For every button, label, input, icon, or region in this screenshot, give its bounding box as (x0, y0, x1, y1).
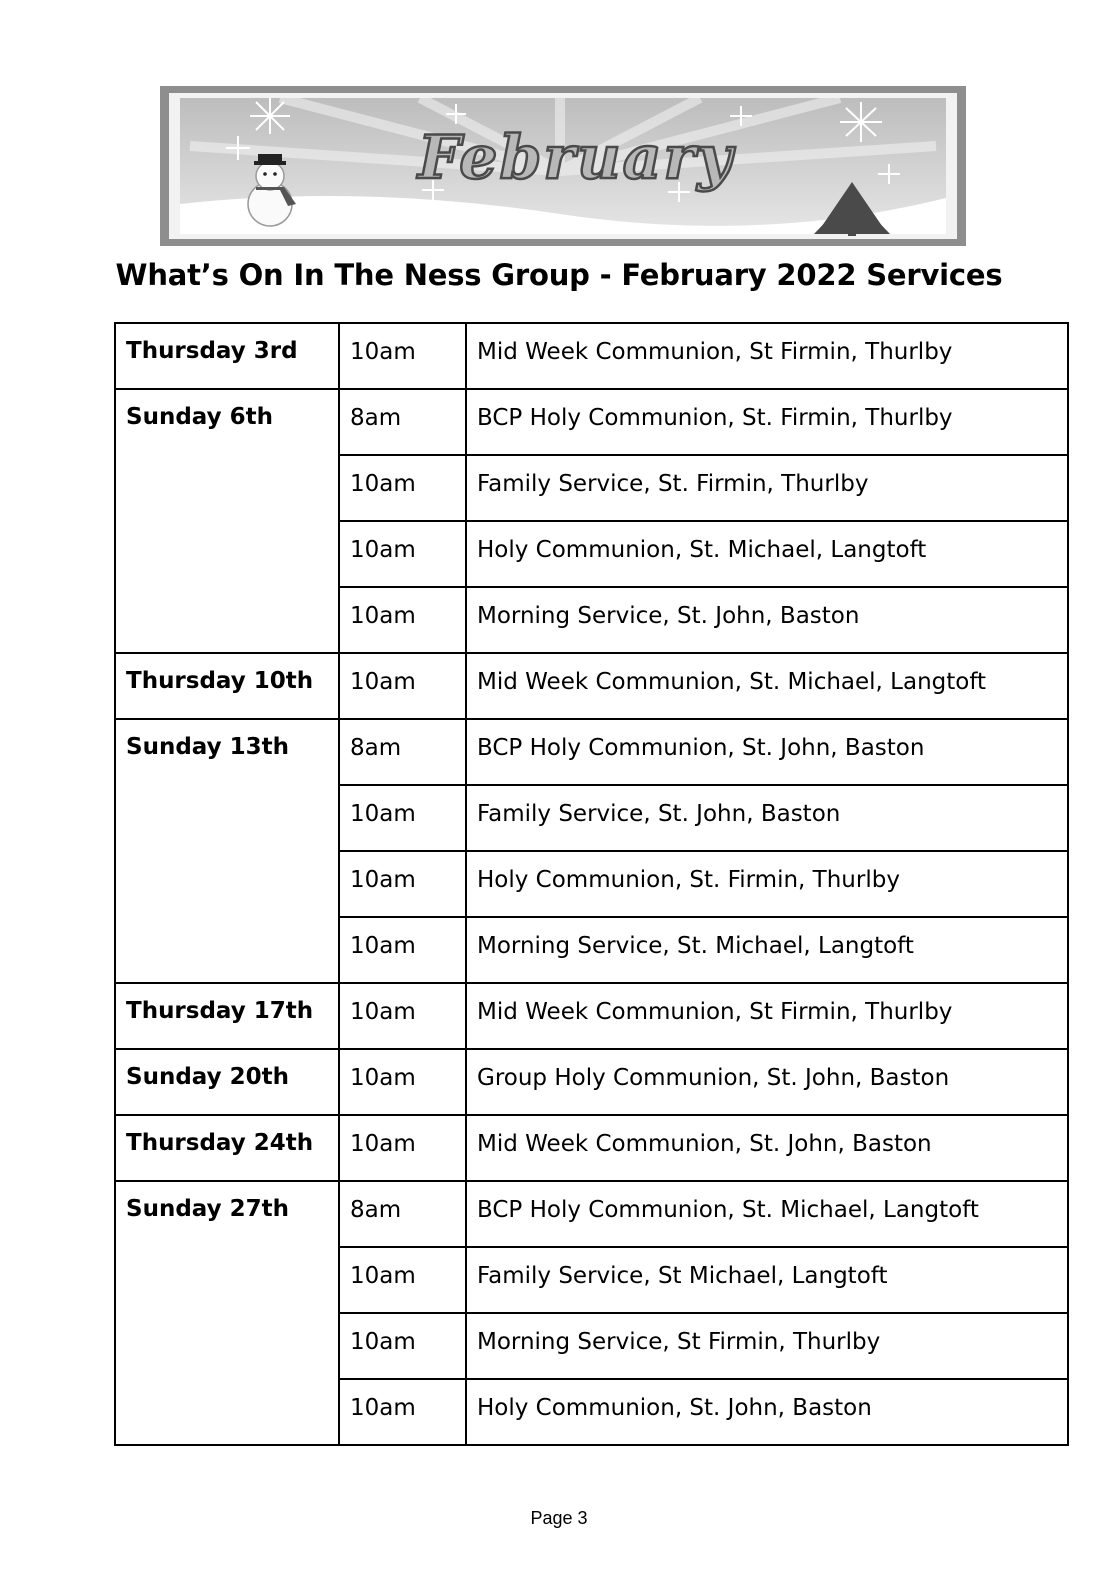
service-description: Mid Week Communion, St. John, Baston (466, 1115, 1068, 1181)
banner-word: February (417, 123, 735, 193)
service-time: 10am (339, 323, 466, 389)
service-day: Sunday 27th (115, 1181, 339, 1445)
table-row (115, 653, 1068, 719)
service-day: Thursday 24th (115, 1115, 339, 1181)
table-row (115, 1049, 1068, 1115)
service-day: Sunday 6th (115, 389, 339, 653)
service-description: Mid Week Communion, St Firmin, Thurlby (466, 323, 1068, 389)
february-banner (160, 86, 966, 246)
service-description: Mid Week Communion, St. Michael, Langtoft (466, 653, 1068, 719)
service-time: 10am (339, 1247, 466, 1313)
service-description: Morning Service, St. John, Baston (466, 587, 1068, 653)
table-row (115, 983, 1068, 1049)
service-time: 10am (339, 785, 466, 851)
table-row (115, 389, 1068, 455)
service-time: 10am (339, 1115, 466, 1181)
service-day: Thursday 3rd (115, 323, 339, 389)
service-description: Holy Communion, St. Firmin, Thurlby (466, 851, 1068, 917)
service-description: BCP Holy Communion, St. Michael, Langtoft (466, 1181, 1068, 1247)
service-description: Holy Communion, St. John, Baston (466, 1379, 1068, 1445)
service-description: Morning Service, St Firmin, Thurlby (466, 1313, 1068, 1379)
service-time: 10am (339, 1379, 466, 1445)
table-row (115, 1181, 1068, 1247)
service-description: Holy Communion, St. Michael, Langtoft (466, 521, 1068, 587)
service-description: Family Service, St Michael, Langtoft (466, 1247, 1068, 1313)
table-row (115, 323, 1068, 389)
service-day: Thursday 17th (115, 983, 339, 1049)
service-time: 8am (339, 389, 466, 455)
service-time: 10am (339, 653, 466, 719)
service-time: 10am (339, 917, 466, 983)
service-day: Sunday 20th (115, 1049, 339, 1115)
service-time: 8am (339, 1181, 466, 1247)
service-time: 10am (339, 455, 466, 521)
service-description: Mid Week Communion, St Firmin, Thurlby (466, 983, 1068, 1049)
service-time: 10am (339, 983, 466, 1049)
service-day: Thursday 10th (115, 653, 339, 719)
service-time: 10am (339, 587, 466, 653)
service-time: 10am (339, 851, 466, 917)
service-description: Family Service, St. John, Baston (466, 785, 1068, 851)
service-time: 10am (339, 521, 466, 587)
page-title: What’s On In The Ness Group - February 2022 Services (115, 258, 1003, 292)
service-time: 10am (339, 1049, 466, 1115)
service-description: Family Service, St. Firmin, Thurlby (466, 455, 1068, 521)
services-table (114, 322, 1069, 1446)
service-description: BCP Holy Communion, St. Firmin, Thurlby (466, 389, 1068, 455)
page-number: Page 3 (530, 1508, 588, 1528)
table-row (115, 1115, 1068, 1181)
service-description: Morning Service, St. Michael, Langtoft (466, 917, 1068, 983)
service-description: Group Holy Communion, St. John, Baston (466, 1049, 1068, 1115)
service-time: 10am (339, 1313, 466, 1379)
table-row (115, 719, 1068, 785)
service-time: 8am (339, 719, 466, 785)
service-day: Sunday 13th (115, 719, 339, 983)
service-description: BCP Holy Communion, St. John, Baston (466, 719, 1068, 785)
